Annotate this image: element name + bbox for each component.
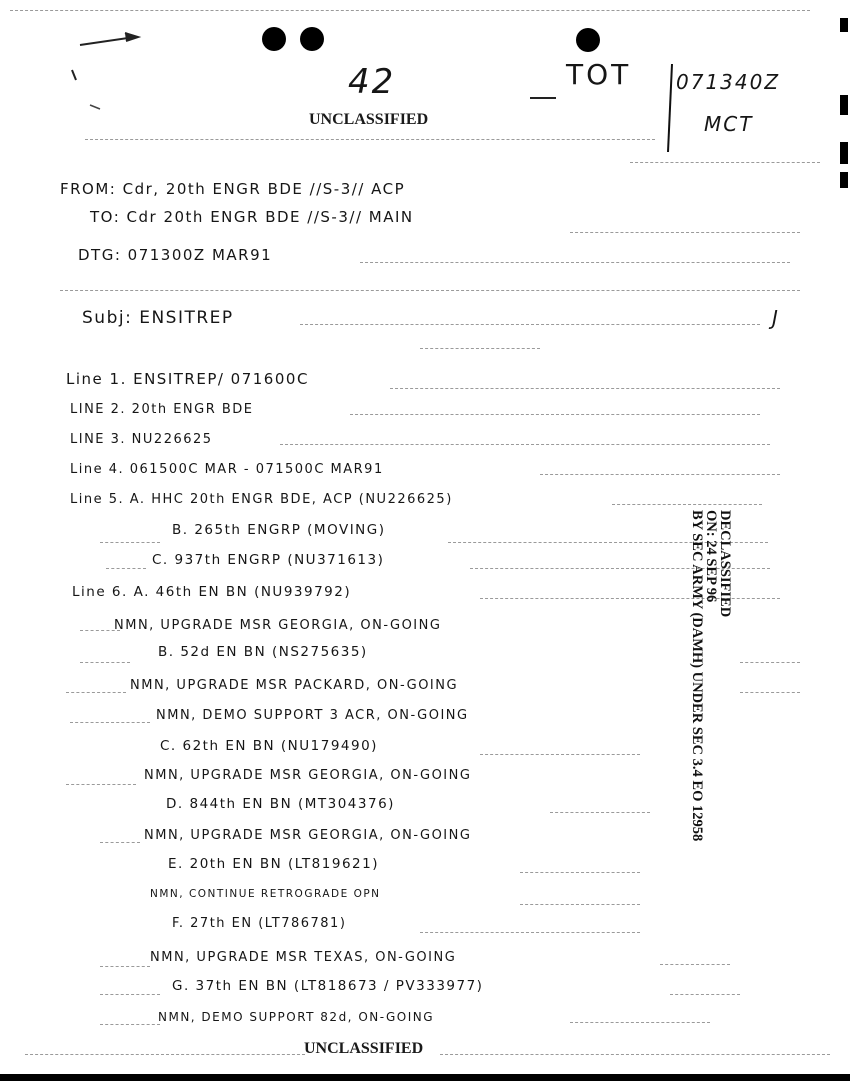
stray-pen-marks [60,25,150,115]
report-line-6d-status: NMN, UPGRADE MSR GEORGIA, ON-GOING [144,828,472,843]
rule [100,994,160,995]
rule [100,966,150,967]
from-line: FROM: Cdr, 20th ENGR BDE //S-3// ACP [60,180,406,198]
report-line-4: Line 4. 061500C MAR - 071500C MAR91 [70,462,384,477]
rule [85,139,655,140]
rule [540,474,780,475]
report-line-6g-status: NMN, DEMO SUPPORT 82d, ON-GOING [158,1010,435,1024]
punch-hole [576,28,600,52]
rule [60,290,800,291]
stamp-line-authority: BY SEC ARMY (DAMH) UNDER SEC 3.4 EO 12958 [689,510,705,842]
rule [480,754,640,755]
rule [480,598,780,599]
page-mark: 42 [348,62,396,102]
subj-line: Subj: ENSITREP [82,308,234,328]
rule [612,504,762,505]
rule [66,784,136,785]
report-line-6d: D. 844th EN BN (MT304376) [166,796,395,812]
rule [570,1022,710,1023]
scan-bottom-edge [0,1074,850,1081]
rule [350,414,760,415]
report-line-2: LINE 2. 20th ENGR BDE [70,402,254,417]
report-line-6c-status: NMN, UPGRADE MSR GEORGIA, ON-GOING [144,768,472,783]
scan-edge-mark [840,95,848,115]
report-line-6a-status: NMN, UPGRADE MSR GEORGIA, ON-GOING [114,618,442,633]
classification-bottom: UNCLASSIFIED [304,1040,424,1057]
report-line-3: LINE 3. NU226625 [70,432,213,447]
classification-top: UNCLASSIFIED [309,111,429,128]
report-line-6f-status: NMN, UPGRADE MSR TEXAS, ON-GOING [150,950,457,965]
report-line-5b: B. 265th ENGRP (MOVING) [172,522,386,538]
report-line-6b: B. 52d EN BN (NS275635) [158,644,368,660]
rule [630,162,820,163]
header-rule [10,10,810,11]
punch-hole [300,27,324,51]
footer-rule [440,1054,830,1055]
rule [550,812,650,813]
rule [420,932,640,933]
report-line-6e: E. 20th EN BN (LT819621) [168,856,379,872]
rule [670,994,740,995]
header-dash [530,97,556,99]
report-line-6b-status: NMN, UPGRADE MSR PACKARD, ON-GOING [130,678,459,693]
scan-edge-mark [840,142,848,164]
declassification-stamp [652,510,732,950]
punch-hole [262,27,286,51]
report-line-6c: C. 62th EN BN (NU179490) [160,738,378,754]
rule [520,904,640,905]
rule [570,232,800,233]
report-line-6a: Line 6. A. 46th EN BN (NU939792) [72,584,352,600]
initials: J [772,306,780,330]
rule [420,348,540,349]
rule [100,1024,160,1025]
report-line-5c: C. 937th ENGRP (NU371613) [152,552,385,568]
footer-rule [25,1054,305,1055]
tot-bracket [660,62,680,154]
rule [390,388,780,389]
rule [100,542,160,543]
rule [280,444,770,445]
stamp-line-declassified: DECLASSIFIED [717,510,733,618]
report-line-6b-status-2: NMN, DEMO SUPPORT 3 ACR, ON-GOING [156,708,469,723]
rule [70,722,150,723]
report-line-5a: Line 5. A. HHC 20th ENGR BDE, ACP (NU226625) [70,492,453,507]
tot-label: TOT [566,58,632,91]
rule [660,964,730,965]
rule [66,692,126,693]
rule [80,662,130,663]
stamp-line-date: ON: 24 SEP 96 [703,510,719,603]
rule [100,842,140,843]
rule [740,692,800,693]
to-line: TO: Cdr 20th ENGR BDE //S-3// MAIN [90,208,414,226]
report-line-6e-status: NMN, CONTINUE RETROGRADE OPN [150,888,381,900]
rule [740,662,800,663]
rule [360,262,790,263]
tot-time: 071340Z [676,70,781,94]
report-line-6f: F. 27th EN (LT786781) [172,916,347,931]
report-line-6g: G. 37th EN BN (LT818673 / PV333977) [172,978,484,994]
rule [106,568,146,569]
scan-edge-mark [840,18,848,32]
tot-zone: MCT [704,112,754,136]
dtg-line: DTG: 071300Z MAR91 [78,246,273,264]
rule [520,872,640,873]
report-line-1: Line 1. ENSITREP/ 071600C [66,370,309,388]
scan-edge-mark [840,172,848,188]
rule [300,324,760,325]
